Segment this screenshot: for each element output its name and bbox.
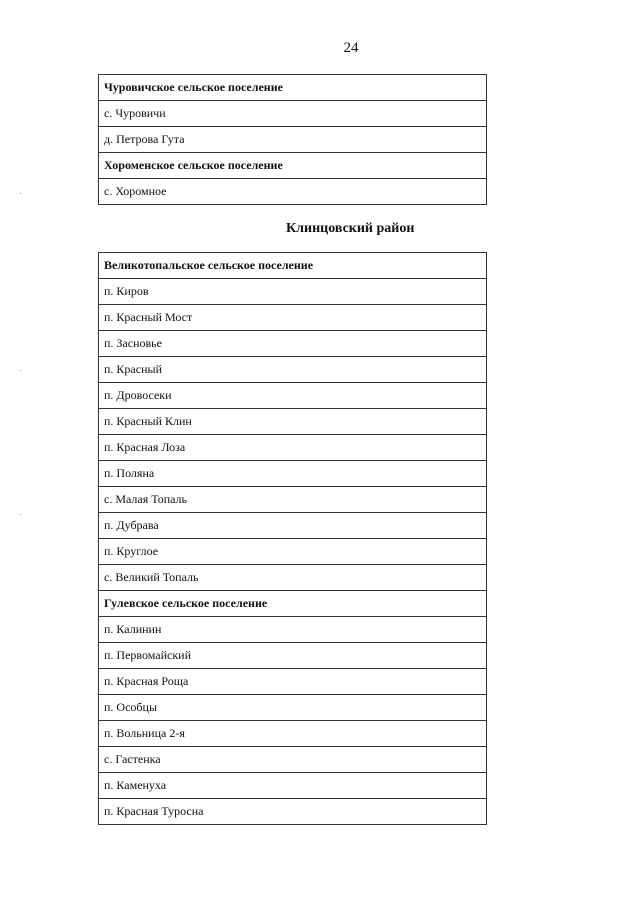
settlement-row bbox=[99, 773, 487, 799]
settlement-header-row bbox=[99, 253, 487, 279]
settlement-name: п. Вольница 2-я bbox=[99, 721, 487, 747]
settlement-row bbox=[99, 179, 487, 205]
settlement-name: п. Калинин bbox=[99, 617, 487, 643]
settlement-row bbox=[99, 127, 487, 153]
settlement-name: п. Красная Роща bbox=[99, 669, 487, 695]
settlement-header-row bbox=[99, 591, 487, 617]
settlement-row bbox=[99, 539, 487, 565]
settlement-row bbox=[99, 799, 487, 825]
settlement-row bbox=[99, 669, 487, 695]
settlement-row bbox=[99, 383, 487, 409]
settlement-name: п. Киров bbox=[99, 279, 487, 305]
settlement-name: п. Поляна bbox=[99, 461, 487, 487]
settlement-name: п. Круглое bbox=[99, 539, 487, 565]
settlement-row bbox=[99, 565, 487, 591]
settlement-row bbox=[99, 487, 487, 513]
settlement-row bbox=[99, 643, 487, 669]
settlement-name: п. Красная Туросна bbox=[99, 799, 487, 825]
settlement-name-header: Гулевское сельское поселение bbox=[99, 591, 487, 617]
settlement-name: п. Красная Лоза bbox=[99, 435, 487, 461]
settlement-row bbox=[99, 305, 487, 331]
settlement-name-header: Великотопальское сельское поселение bbox=[99, 253, 487, 279]
settlement-name-header: Чуровичское сельское поселение bbox=[99, 75, 487, 101]
settlement-row bbox=[99, 409, 487, 435]
settlement-row bbox=[99, 617, 487, 643]
settlement-name: п. Красный Клин bbox=[99, 409, 487, 435]
settlement-name: с. Великий Топаль bbox=[99, 565, 487, 591]
settlement-row bbox=[99, 695, 487, 721]
settlement-name: с. Гастенка bbox=[99, 747, 487, 773]
settlement-row bbox=[99, 357, 487, 383]
settlement-row bbox=[99, 435, 487, 461]
settlement-row bbox=[99, 721, 487, 747]
settlement-row bbox=[99, 279, 487, 305]
settlement-name: с. Малая Топаль bbox=[99, 487, 487, 513]
settlement-name: с. Чуровичи bbox=[99, 101, 487, 127]
section-title: Клинцовский район bbox=[286, 221, 415, 236]
settlement-row bbox=[99, 101, 487, 127]
settlement-name: с. Хоромное bbox=[99, 179, 487, 205]
margin-mark bbox=[20, 193, 21, 194]
settlement-name: п. Засновье bbox=[99, 331, 487, 357]
settlement-row bbox=[99, 747, 487, 773]
margin-mark bbox=[20, 514, 21, 515]
settlement-name: п. Особцы bbox=[99, 695, 487, 721]
settlement-header-row bbox=[99, 153, 487, 179]
settlement-name: п. Дубрава bbox=[99, 513, 487, 539]
margin-mark bbox=[20, 370, 21, 371]
settlement-header-row bbox=[99, 75, 487, 101]
settlement-row bbox=[99, 461, 487, 487]
settlement-row bbox=[99, 513, 487, 539]
settlements-table-top bbox=[98, 74, 487, 205]
settlement-name: п. Каменуха bbox=[99, 773, 487, 799]
page-number: 24 bbox=[343, 40, 359, 56]
settlements-table-klintsovsky bbox=[98, 252, 487, 825]
settlement-name: д. Петрова Гута bbox=[99, 127, 487, 153]
settlement-name-header: Хороменское сельское поселение bbox=[99, 153, 487, 179]
settlement-row bbox=[99, 331, 487, 357]
settlement-name: п. Дровосеки bbox=[99, 383, 487, 409]
settlement-name: п. Красный bbox=[99, 357, 487, 383]
settlement-name: п. Первомайский bbox=[99, 643, 487, 669]
settlement-name: п. Красный Мост bbox=[99, 305, 487, 331]
